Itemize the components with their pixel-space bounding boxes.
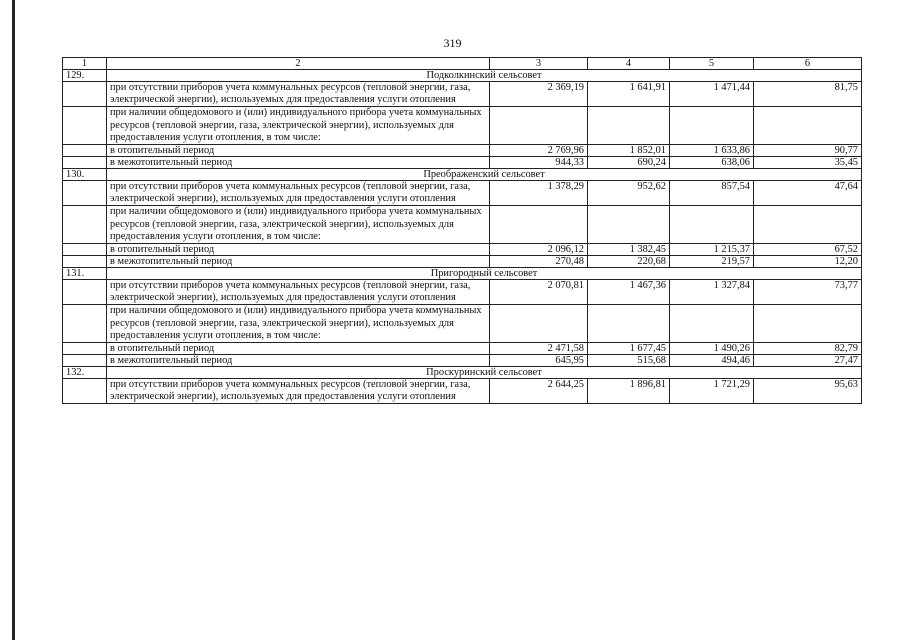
row-label: в межотопительный период: [107, 157, 490, 169]
blank-cell: [63, 157, 107, 169]
row-label: в отопительный период: [107, 244, 490, 256]
value-cell: [490, 305, 588, 343]
blank-cell: [63, 244, 107, 256]
value-cell: 1 215,37: [670, 244, 754, 256]
table-row: [63, 206, 862, 244]
column-header: 5: [670, 58, 754, 70]
value-cell: [490, 206, 588, 244]
value-cell: 82,79: [754, 343, 862, 355]
section-header-row: [63, 169, 862, 181]
table-row: [63, 181, 862, 206]
value-cell: 2 644,25: [490, 379, 588, 404]
value-cell: [588, 305, 670, 343]
value-cell: 1 677,45: [588, 343, 670, 355]
blank-cell: [63, 181, 107, 206]
section-number: 132.: [63, 367, 107, 379]
value-cell: 1 471,44: [670, 82, 754, 107]
value-cell: 219,57: [670, 256, 754, 268]
section-title: Подколкинский сельсовет: [107, 70, 862, 82]
section-header-row: [63, 268, 862, 280]
value-cell: 1 467,36: [588, 280, 670, 305]
value-cell: 1 641,91: [588, 82, 670, 107]
value-cell: [754, 305, 862, 343]
blank-cell: [63, 145, 107, 157]
section-number: 131.: [63, 268, 107, 280]
value-cell: 35,45: [754, 157, 862, 169]
value-cell: 2 096,12: [490, 244, 588, 256]
blank-cell: [63, 305, 107, 343]
column-header: 6: [754, 58, 862, 70]
value-cell: 1 633,86: [670, 145, 754, 157]
value-cell: 90,77: [754, 145, 862, 157]
page-number: 319: [443, 36, 462, 50]
blank-cell: [63, 107, 107, 145]
tariff-table: [62, 57, 862, 404]
page-edge-rule: [12, 0, 15, 640]
column-header: 2: [107, 58, 490, 70]
value-cell: 67,52: [754, 244, 862, 256]
section-title: Преображенский сельсовет: [107, 169, 862, 181]
value-cell: 2 769,96: [490, 145, 588, 157]
section-header-row: [63, 367, 862, 379]
value-cell: 1 852,01: [588, 145, 670, 157]
table-row: [63, 280, 862, 305]
row-label: в отопительный период: [107, 343, 490, 355]
row-label: в межотопительный период: [107, 355, 490, 367]
value-cell: 1 327,84: [670, 280, 754, 305]
value-cell: 638,06: [670, 157, 754, 169]
value-cell: 27,47: [754, 355, 862, 367]
blank-cell: [63, 256, 107, 268]
value-cell: 690,24: [588, 157, 670, 169]
row-label: при отсутствии приборов учета коммунальных ресурсов (тепловой энергии, газа, электрической энергии), используемых для предоставления услуги отопления: [107, 379, 490, 404]
value-cell: 2 471,58: [490, 343, 588, 355]
row-label: при наличии общедомового и (или) индивидуального прибора учета коммунальных ресурсов (тепловой энергии, газа, электрической энергии), используемых для предоставления услуги отопления, в том числе:: [107, 305, 490, 343]
row-label: при наличии общедомового и (или) индивидуального прибора учета коммунальных ресурсов (тепловой энергии, газа, электрической энергии), используемых для предоставления услуги отопления, в том числе:: [107, 107, 490, 145]
value-cell: 2 070,81: [490, 280, 588, 305]
row-label: при наличии общедомового и (или) индивидуального прибора учета коммунальных ресурсов (тепловой энергии, газа, электрической энергии), используемых для предоставления услуги отопления, в том числе:: [107, 206, 490, 244]
value-cell: [670, 206, 754, 244]
value-cell: 220,68: [588, 256, 670, 268]
table-row: [63, 107, 862, 145]
section-title: Пригородный сельсовет: [107, 268, 862, 280]
value-cell: [588, 206, 670, 244]
blank-cell: [63, 82, 107, 107]
table-row: [63, 343, 862, 355]
value-cell: 47,64: [754, 181, 862, 206]
value-cell: 270,48: [490, 256, 588, 268]
value-cell: 1 490,26: [670, 343, 754, 355]
row-label: в межотопительный период: [107, 256, 490, 268]
table-row: [63, 256, 862, 268]
value-cell: 1 721,29: [670, 379, 754, 404]
value-cell: [754, 206, 862, 244]
table-row: [63, 244, 862, 256]
row-label: в отопительный период: [107, 145, 490, 157]
row-label: при отсутствии приборов учета коммунальных ресурсов (тепловой энергии, газа, электрической энергии), используемых для предоставления услуги отопления: [107, 181, 490, 206]
blank-cell: [63, 343, 107, 355]
value-cell: 81,75: [754, 82, 862, 107]
header-row: [63, 58, 862, 70]
value-cell: [670, 305, 754, 343]
value-cell: 645,95: [490, 355, 588, 367]
value-cell: 73,77: [754, 280, 862, 305]
value-cell: 944,33: [490, 157, 588, 169]
value-cell: 857,54: [670, 181, 754, 206]
value-cell: [588, 107, 670, 145]
row-label: при отсутствии приборов учета коммунальных ресурсов (тепловой энергии, газа, электрической энергии), используемых для предоставления услуги отопления: [107, 82, 490, 107]
column-header: 3: [490, 58, 588, 70]
column-header: 4: [588, 58, 670, 70]
table-row: [63, 305, 862, 343]
value-cell: [670, 107, 754, 145]
blank-cell: [63, 280, 107, 305]
value-cell: 2 369,19: [490, 82, 588, 107]
section-title: Проскуринский сельсовет: [107, 367, 862, 379]
blank-cell: [63, 206, 107, 244]
blank-cell: [63, 379, 107, 404]
value-cell: 952,62: [588, 181, 670, 206]
value-cell: [754, 107, 862, 145]
section-number: 130.: [63, 169, 107, 181]
table-row: [63, 157, 862, 169]
value-cell: 1 896,81: [588, 379, 670, 404]
table-row: [63, 355, 862, 367]
row-label: при отсутствии приборов учета коммунальных ресурсов (тепловой энергии, газа, электрической энергии), используемых для предоставления услуги отопления: [107, 280, 490, 305]
table-row: [63, 145, 862, 157]
blank-cell: [63, 355, 107, 367]
value-cell: 95,63: [754, 379, 862, 404]
value-cell: [490, 107, 588, 145]
section-number: 129.: [63, 70, 107, 82]
value-cell: 1 378,29: [490, 181, 588, 206]
table-row: [63, 82, 862, 107]
value-cell: 12,20: [754, 256, 862, 268]
value-cell: 1 382,45: [588, 244, 670, 256]
table-row: [63, 379, 862, 404]
section-header-row: [63, 70, 862, 82]
value-cell: 494,46: [670, 355, 754, 367]
column-header: 1: [63, 58, 107, 70]
value-cell: 515,68: [588, 355, 670, 367]
